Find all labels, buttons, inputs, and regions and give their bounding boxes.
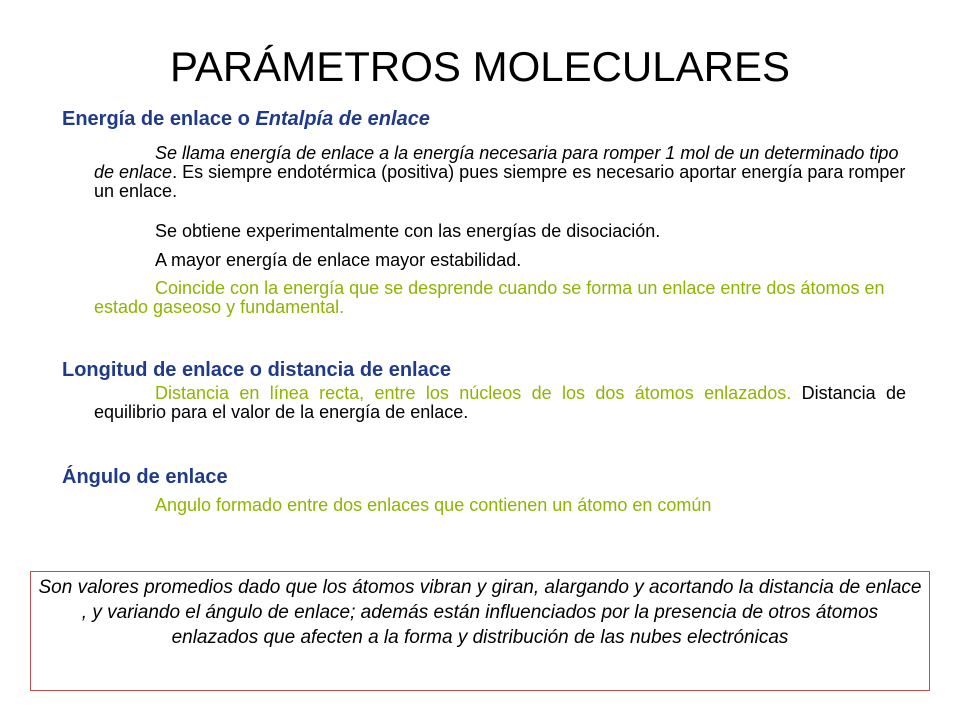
bond-energy-line-stability: A mayor energía de enlace mayor estabilidad.: [155, 250, 522, 270]
definition-rest: . Es siempre endotérmica (positiva) pues siempre es necesario aportar energía para romper un enlace.: [94, 162, 906, 201]
section-heading-bond-length: Longitud de enlace o distancia de enlace: [62, 359, 451, 381]
bond-energy-definition: [94, 144, 906, 201]
heading-italic-text: Entalpía de enlace: [255, 108, 430, 130]
bond-energy-line-experimental: Se obtiene experimentalmente con las energías de disociación.: [155, 221, 661, 241]
note-box: [30, 571, 930, 691]
note-text: Son valores promedios dado que los átomos vibran y giran, alargando y acortando la distancia de enlace , y variando el ángulo de enlace; además están influenciados por la presencia de otros átomos enlazados que afecten a la forma y distribución de las nubes electrónicas: [38, 577, 922, 648]
bond-length-green-text: Distancia en línea recta, entre los núcleos de los dos átomos enlazados.: [155, 383, 792, 403]
section-heading-bond-angle: Ángulo de enlace: [62, 466, 228, 488]
bond-length-black-text: Distancia de equilibrio para el valor de la energía de enlace.: [94, 383, 906, 422]
section-heading-bond-energy: [62, 107, 430, 131]
formation-text: Coincide con la energía que se desprende cuando se forma un enlace entre dos átomos en estado gaseoso y fundamental.: [94, 278, 885, 317]
bond-energy-line-formation: [94, 279, 906, 317]
bond-length-definition: [94, 384, 906, 422]
definition-italic: Se llama energía de enlace a la energía necesaria para romper 1 mol de un determinado tipo de enlace: [94, 143, 899, 182]
bond-angle-definition: Angulo formado entre dos enlaces que contienen un átomo en común: [155, 495, 712, 515]
heading-text: Energía de enlace o: [62, 108, 256, 130]
page-title: PARÁMETROS MOLECULARES: [169, 43, 790, 90]
